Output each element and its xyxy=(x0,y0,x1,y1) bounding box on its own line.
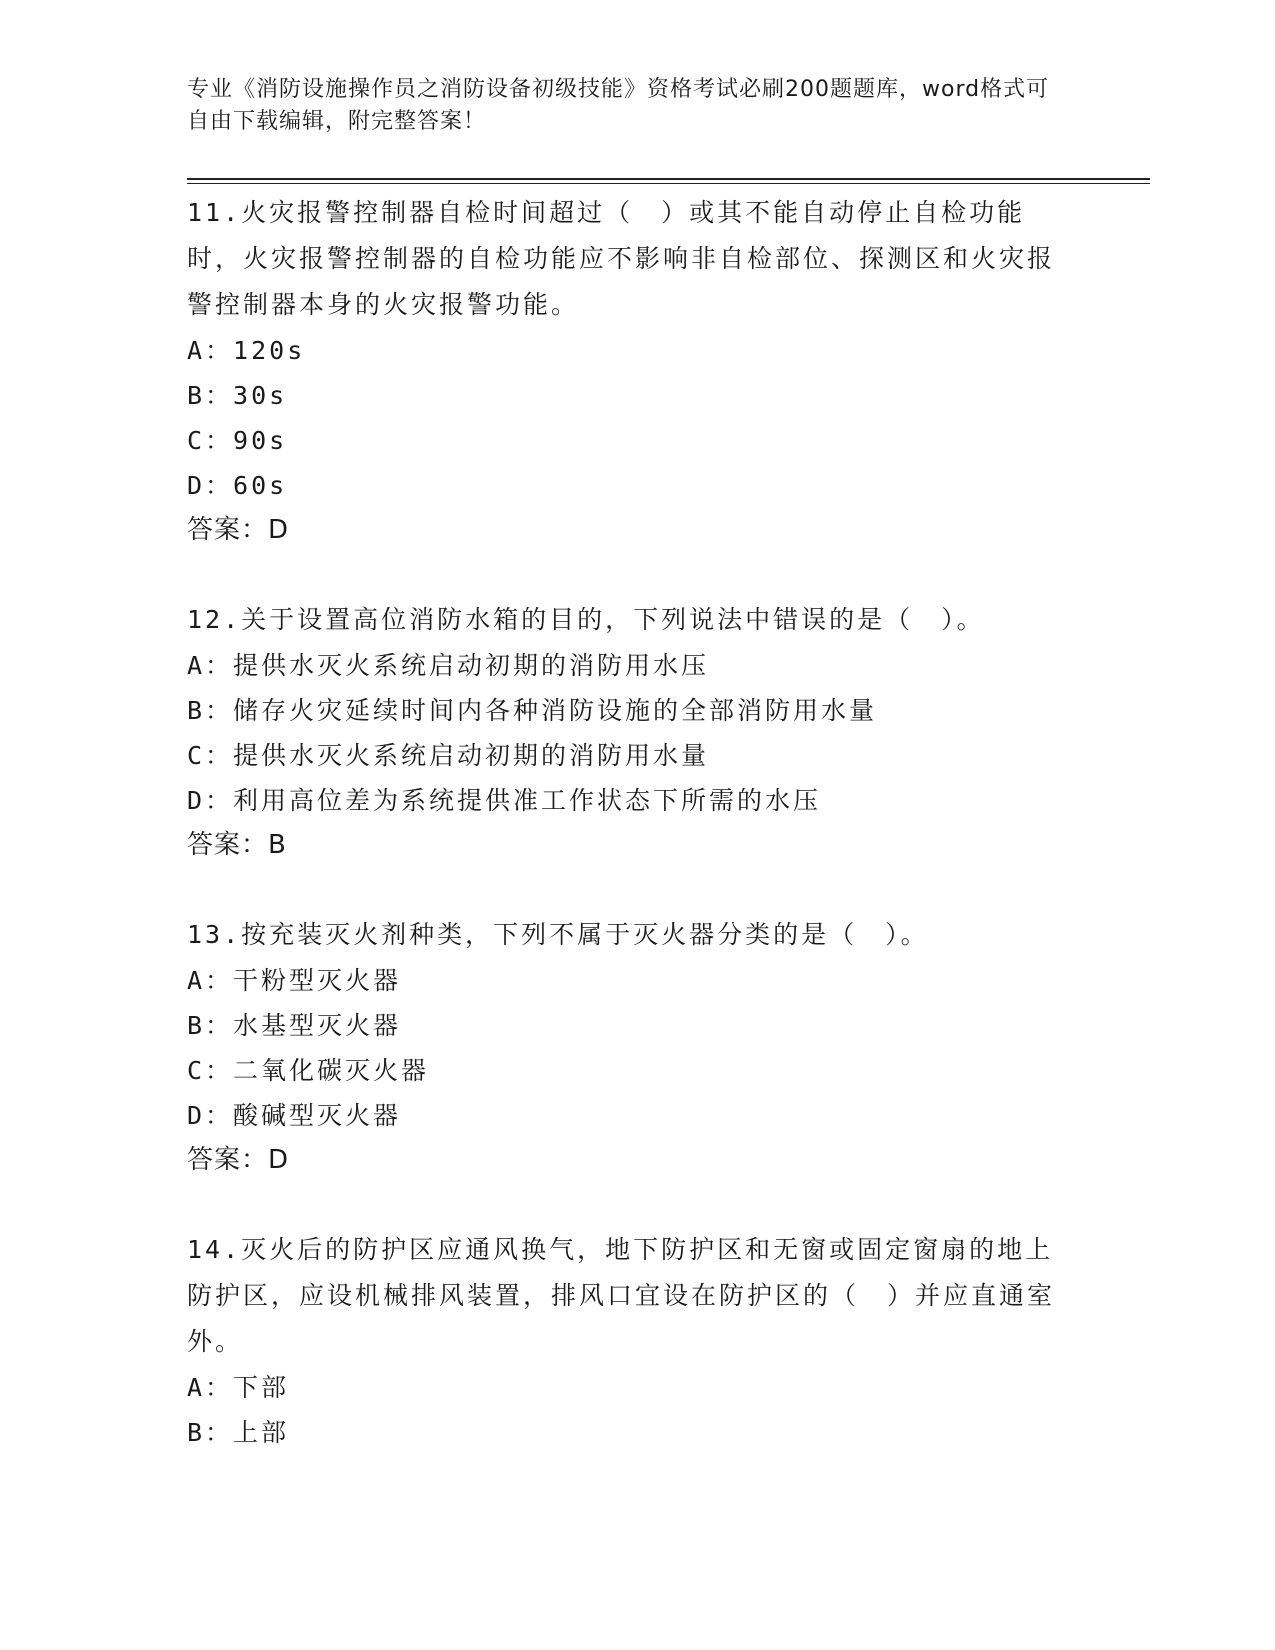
question-11 xyxy=(187,190,1087,553)
spacer xyxy=(187,553,1087,597)
question-12 xyxy=(187,597,1087,868)
question-13 xyxy=(187,912,1087,1183)
option-a: A：下部 xyxy=(187,1373,290,1402)
question-list xyxy=(187,186,1087,1455)
option-c: C：二氧化碳灭火器 xyxy=(187,1056,430,1085)
header-rule-thin xyxy=(187,183,1150,184)
option-c: C：90s xyxy=(187,426,288,455)
option-a: A：提供水灭火系统启动初期的消防用水压 xyxy=(187,651,710,680)
document-header: 专业《消防设施操作员之消防设备初级技能》资格考试必刷200题题库，word格式可自由下载编辑，附完整答案！ xyxy=(187,77,1050,134)
option-b: B：水基型灭火器 xyxy=(187,1011,402,1040)
answer: 答案：D xyxy=(187,515,290,545)
option-c: C：提供水灭火系统启动初期的消防用水量 xyxy=(187,741,710,770)
spacer xyxy=(187,1183,1087,1227)
answer: 答案：D xyxy=(187,1145,290,1175)
spacer xyxy=(187,868,1087,912)
answer: 答案：B xyxy=(187,830,287,860)
option-b: B：30s xyxy=(187,381,288,410)
option-a: A：干粉型灭火器 xyxy=(187,966,402,995)
question-stem: 11.火灾报警控制器自检时间超过（ ）或其不能自动停止自检功能时，火灾报警控制器的自检功能应不影响非自检部位、探测区和火灾报警控制器本身的火灾报警功能。 xyxy=(187,198,1056,319)
header-rule-thick xyxy=(187,178,1150,180)
option-d: D：利用高位差为系统提供准工作状态下所需的水压 xyxy=(187,786,822,815)
option-d: D：60s xyxy=(187,471,288,500)
question-stem: 13.按充装灭火剂种类，下列不属于灭火器分类的是（ ）。 xyxy=(187,920,929,949)
question-stem: 12.关于设置高位消防水箱的目的，下列说法中错误的是（ ）。 xyxy=(187,605,985,634)
question-stem: 14.灭火后的防护区应通风换气，地下防护区和无窗或固定窗扇的地上防护区，应设机械排风装置，排风口宜设在防护区的（ ）并应直通室外。 xyxy=(187,1235,1056,1356)
option-d: D：酸碱型灭火器 xyxy=(187,1101,402,1130)
option-b: B：上部 xyxy=(187,1418,290,1447)
option-a: A：120s xyxy=(187,336,306,365)
question-14 xyxy=(187,1227,1087,1455)
option-b: B：储存火灾延续时间内各种消防设施的全部消防用水量 xyxy=(187,696,878,725)
